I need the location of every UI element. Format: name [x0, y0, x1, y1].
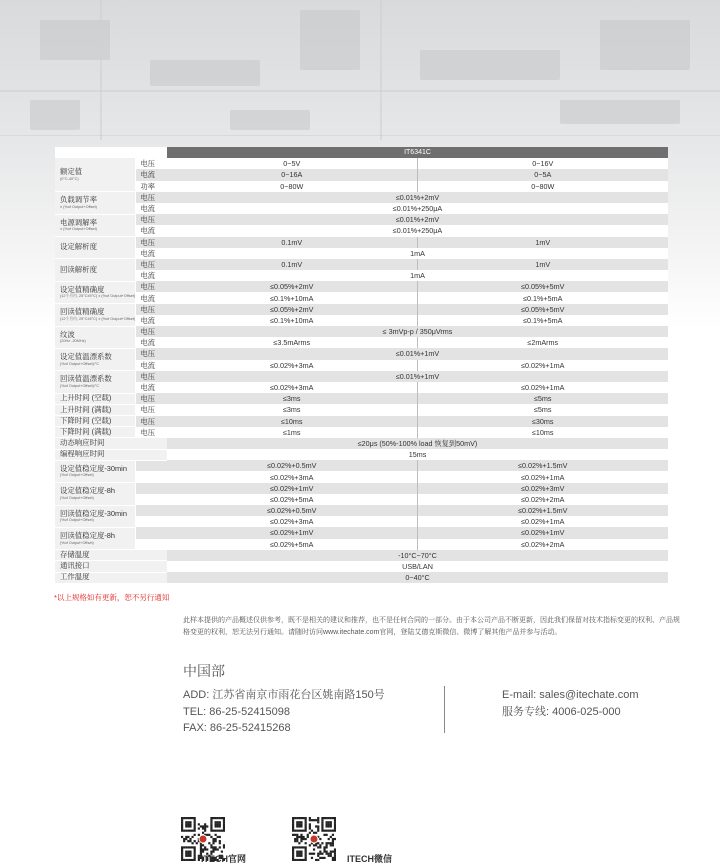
spec-label-text: 设定值稳定度-30min — [60, 463, 127, 473]
spec-value-right: ≤0.1%+5mA — [417, 292, 668, 303]
spec-value-right: 0~5A — [417, 169, 668, 180]
spec-label — [55, 371, 135, 393]
spec-unit — [135, 505, 167, 516]
spec-value-right: ≤30ms — [417, 416, 668, 427]
spec-unit: 电压 — [135, 214, 167, 225]
table-row — [55, 203, 668, 214]
spec-value: ≤0.01%+250μA — [167, 225, 668, 236]
spec-value-right: ≤0.02%+1mA — [417, 382, 668, 393]
table-row — [55, 483, 668, 494]
spec-value-left: 0~80W — [167, 181, 417, 192]
spec-unit: 电压 — [135, 371, 167, 382]
spec-unit: 电压 — [135, 427, 167, 438]
spec-label-text: 电源调解率 — [60, 217, 97, 227]
spec-label-sub: (12个月内, 25°C±5°C) ± (%of Output+Offset) — [60, 294, 135, 299]
spec-label-text: 通讯接口 — [60, 561, 90, 571]
spec-label — [55, 483, 135, 505]
table-row — [55, 539, 668, 550]
spec-label-text: 上升时间 (满载) — [60, 404, 112, 414]
table-row — [55, 248, 668, 259]
spec-value-left: 0~5V — [167, 158, 417, 169]
spec-label-text: 设定值精确度 — [60, 284, 105, 294]
spec-value: USB/LAN — [167, 561, 668, 572]
spec-label — [55, 304, 135, 326]
table-row — [55, 169, 668, 180]
spec-value-right: 1mV — [417, 237, 668, 248]
spec-label-sub: (%of Output+Offset)/°C — [60, 361, 100, 366]
table-row — [55, 214, 668, 225]
spec-label-text: 回读值温漂系数 — [60, 374, 112, 384]
spec-value-left: ≤3ms — [167, 404, 417, 415]
spec-value-left: ≤0.02%+5mA — [167, 494, 417, 505]
spec-label-text: 额定值 — [60, 167, 83, 177]
spec-value-right: ≤0.02%+1.5mV — [417, 460, 668, 471]
spec-label-sub: (20Hz -20MHz) — [60, 339, 86, 344]
spec-value: 15ms — [167, 449, 668, 460]
table-row — [55, 281, 668, 292]
spec-unit: 电压 — [135, 304, 167, 315]
email-line: E-mail: sales@itechate.com — [502, 689, 639, 701]
spec-label — [55, 348, 135, 370]
table-row — [55, 416, 668, 427]
spec-value: ≤0.01%+250μA — [167, 203, 668, 214]
table-row — [55, 315, 668, 326]
spec-value-left: ≤0.02%+5mA — [167, 539, 417, 550]
spec-label — [55, 259, 135, 281]
spec-value-right: ≤5ms — [417, 393, 668, 404]
table-row — [55, 348, 668, 359]
spec-value-left: ≤0.1%+10mA — [167, 315, 417, 326]
spec-label-text: 存储温度 — [60, 550, 90, 560]
address-block — [183, 687, 385, 737]
spec-value-left: ≤3.5mArms — [167, 337, 417, 348]
table-row — [55, 360, 668, 371]
spec-label — [55, 572, 167, 583]
table-row — [55, 572, 668, 583]
spec-label — [55, 416, 135, 427]
fax-line: FAX: 86-25-52415268 — [183, 722, 291, 734]
table-row — [55, 393, 668, 404]
spec-value-left: ≤0.1%+10mA — [167, 292, 417, 303]
spec-unit: 功率 — [135, 181, 167, 192]
spec-value: ≤20μs (50%-100% load 恢复到50mV) — [167, 438, 668, 449]
contact-block — [502, 687, 639, 720]
spec-unit: 电压 — [135, 192, 167, 203]
spec-label — [55, 281, 135, 303]
spec-label-text: 回读值精确度 — [60, 307, 105, 317]
spec-unit: 电压 — [135, 393, 167, 404]
spec-value-right: ≤0.02%+1mA — [417, 516, 668, 527]
table-row — [55, 326, 668, 337]
table-row — [55, 337, 668, 348]
table-row — [55, 158, 668, 169]
spec-value-right: 0~16V — [417, 158, 668, 169]
spec-label-sub: (%of Output+Offset) — [60, 518, 94, 523]
spec-unit: 电流 — [135, 337, 167, 348]
spec-value-left: ≤0.02%+3mA — [167, 382, 417, 393]
spec-value: 1mA — [167, 248, 668, 259]
spec-label — [55, 505, 135, 527]
spec-label-text: 下降时间 (空载) — [60, 415, 112, 425]
spec-value-right: ≤10ms — [417, 427, 668, 438]
table-row — [55, 382, 668, 393]
table-row — [55, 237, 668, 248]
table-row — [55, 516, 668, 527]
qr-wechat-graphic — [292, 817, 336, 861]
hotline-line: 服务专线: 4006-025-000 — [502, 705, 621, 718]
spec-unit: 电流 — [135, 382, 167, 393]
spec-label-text: 回读值稳定度-30min — [60, 508, 127, 518]
spec-label-sub: (12个月内, 25°C±5°C) ± (%of Output+Offset) — [60, 316, 135, 321]
table-row — [55, 225, 668, 236]
spec-label — [55, 404, 135, 415]
spec-unit — [135, 494, 167, 505]
qr-wechat-label: ITECH微信 — [347, 854, 393, 864]
spec-value-right: 0~80W — [417, 181, 668, 192]
spec-value-left: ≤10ms — [167, 416, 417, 427]
spec-value-right: ≤0.1%+5mA — [417, 315, 668, 326]
qr-website-label: ITECH官网 — [201, 854, 247, 864]
tel-line: TEL: 86-25-52415098 — [183, 705, 291, 718]
spec-label — [55, 527, 135, 549]
spec-value: -10°C~70°C — [167, 550, 668, 561]
spec-value-right: ≤0.02%+3mV — [417, 483, 668, 494]
spec-label — [55, 158, 135, 192]
spec-value-left: ≤3ms — [167, 393, 417, 404]
spec-value-right: ≤0.02%+1.5mV — [417, 505, 668, 516]
spec-value-left: ≤0.05%+2mV — [167, 304, 417, 315]
spec-note: *以上规格如有更新，恕不另行通知 — [54, 593, 170, 602]
spec-value-left: ≤0.02%+3mA — [167, 360, 417, 371]
spec-value-right: ≤0.02%+1mA — [417, 360, 668, 371]
table-row — [55, 527, 668, 538]
table-header-row — [55, 147, 668, 158]
spec-value: ≤0.01%+2mV — [167, 192, 668, 203]
region-title: 中国部 — [183, 663, 225, 679]
spec-label-text: 上升时间 (空载) — [60, 393, 112, 403]
spec-label — [55, 438, 167, 449]
spec-value: 1mA — [167, 270, 668, 281]
spec-value-left: 0.1mV — [167, 237, 417, 248]
spec-value: ≤ 3mVp-p / 350μVrms — [167, 326, 668, 337]
spec-label-text: 纹波 — [60, 329, 75, 339]
table-row — [55, 181, 668, 192]
spec-unit: 电压 — [135, 416, 167, 427]
spec-label — [55, 449, 167, 460]
table-row — [55, 471, 668, 482]
spec-label-text: 设定解析度 — [60, 242, 97, 252]
spec-value-right: ≤2mArms — [417, 337, 668, 348]
table-row — [55, 561, 668, 572]
spec-unit — [135, 460, 167, 471]
spec-label-text: 编程响应时间 — [60, 449, 105, 459]
spec-label-sub: (%of Output+Offset) — [60, 540, 94, 545]
spec-unit: 电压 — [135, 158, 167, 169]
spec-unit: 电流 — [135, 270, 167, 281]
table-row — [55, 460, 668, 471]
spec-value-left: ≤0.02%+1mV — [167, 483, 417, 494]
spec-label — [55, 237, 135, 259]
spec-value-left: ≤0.05%+2mV — [167, 281, 417, 292]
address-line: ADD: 江苏省南京市雨花台区姚南路150号 — [183, 689, 385, 701]
spec-value: 0~40°C — [167, 572, 668, 583]
spec-unit: 电压 — [135, 237, 167, 248]
spec-label — [55, 427, 135, 438]
spec-label — [55, 460, 135, 482]
table-row — [55, 270, 668, 281]
spec-value: ≤0.01%+1mV — [167, 348, 668, 359]
spec-value-left: 0.1mV — [167, 259, 417, 270]
table-row — [55, 292, 668, 303]
spec-value-right: ≤0.02%+2mA — [417, 494, 668, 505]
table-row — [55, 427, 668, 438]
spec-label-sub: ± (%of Output+Offset) — [60, 227, 97, 232]
table-row — [55, 404, 668, 415]
spec-value-left: ≤0.02%+3mA — [167, 516, 417, 527]
spec-label-sub: (0°C-40°C) — [60, 176, 79, 181]
spec-unit: 电流 — [135, 225, 167, 236]
spec-value-right: ≤0.02%+1mV — [417, 527, 668, 538]
spec-label — [55, 192, 135, 214]
spec-value-left: ≤0.02%+0.5mV — [167, 460, 417, 471]
spec-value-right: 1mV — [417, 259, 668, 270]
spec-unit: 电压 — [135, 259, 167, 270]
spec-label-sub: ± (%of Output+Offset) — [60, 204, 97, 209]
header-blank-cell — [55, 147, 167, 158]
spec-value-right: ≤0.02%+1mA — [417, 471, 668, 482]
spec-unit — [135, 527, 167, 538]
spec-label-text: 下降时间 (满载) — [60, 427, 112, 437]
spec-unit: 电流 — [135, 360, 167, 371]
spec-label-text: 工作温度 — [60, 572, 90, 582]
spec-value: ≤0.01%+1mV — [167, 371, 668, 382]
table-row — [55, 304, 668, 315]
table-row — [55, 494, 668, 505]
spec-unit: 电压 — [135, 348, 167, 359]
table-row — [55, 371, 668, 382]
spec-value: ≤0.01%+2mV — [167, 214, 668, 225]
spec-label — [55, 561, 167, 572]
spec-value-left: ≤0.02%+1mV — [167, 527, 417, 538]
disclaimer-text: 此样本提供的产品概述仅供参考，既不是相关的建议和推荐，也不是任何合同的一部分。由于本公司产品不断更新，因此我们保留对技术指标变更的权利、产品规格变更的权利，恕无法另行通知。请随时访问www.itechate.com官网，登陆艾德克斯微信、微博了解其他产品并参与活动。 — [183, 617, 680, 636]
qr-code-icon — [292, 817, 336, 861]
table-row — [55, 449, 668, 460]
vertical-divider — [444, 686, 445, 733]
spec-value-left: 0~16A — [167, 169, 417, 180]
spec-label-text: 设定值温漂系数 — [60, 352, 112, 362]
spec-label — [55, 393, 135, 404]
spec-label-text: 设定值稳定度-8h — [60, 486, 116, 496]
spec-unit: 电压 — [135, 281, 167, 292]
table-row — [55, 438, 668, 449]
spec-label-text: 动态响应时间 — [60, 438, 105, 448]
table-row — [55, 192, 668, 203]
spec-unit — [135, 483, 167, 494]
spec-value-right: ≤0.05%+5mV — [417, 304, 668, 315]
spec-label-sub: (%of Output+Offset)/°C — [60, 383, 100, 388]
spec-unit — [135, 471, 167, 482]
spec-value-left: ≤1ms — [167, 427, 417, 438]
spec-label — [55, 214, 135, 236]
spec-value-right: ≤5ms — [417, 404, 668, 415]
spec-label-text: 回读值稳定度-8h — [60, 531, 116, 541]
spec-unit: 电流 — [135, 203, 167, 214]
spec-label-sub: (%of Output+Offset) — [60, 495, 94, 500]
spec-unit: 电流 — [135, 169, 167, 180]
spec-label — [55, 550, 167, 561]
model-header: IT6341C — [167, 147, 668, 158]
spec-label-sub: (%of Output+Offset) — [60, 473, 94, 478]
spec-unit — [135, 516, 167, 527]
spec-value-right: ≤0.05%+5mV — [417, 281, 668, 292]
spec-label — [55, 326, 135, 348]
table-row — [55, 505, 668, 516]
table-row — [55, 259, 668, 270]
spec-value-left: ≤0.02%+3mA — [167, 471, 417, 482]
spec-unit: 电流 — [135, 315, 167, 326]
spec-unit: 电压 — [135, 404, 167, 415]
spec-unit — [135, 539, 167, 550]
spec-value-right: ≤0.02%+2mA — [417, 539, 668, 550]
spec-table — [55, 147, 668, 584]
spec-unit: 电流 — [135, 248, 167, 259]
spec-value-left: ≤0.02%+0.5mV — [167, 505, 417, 516]
spec-label-text: 负载调节率 — [60, 195, 97, 205]
spec-label-text: 回读解析度 — [60, 264, 97, 274]
spec-unit: 电流 — [135, 292, 167, 303]
table-row — [55, 550, 668, 561]
spec-unit: 电压 — [135, 326, 167, 337]
